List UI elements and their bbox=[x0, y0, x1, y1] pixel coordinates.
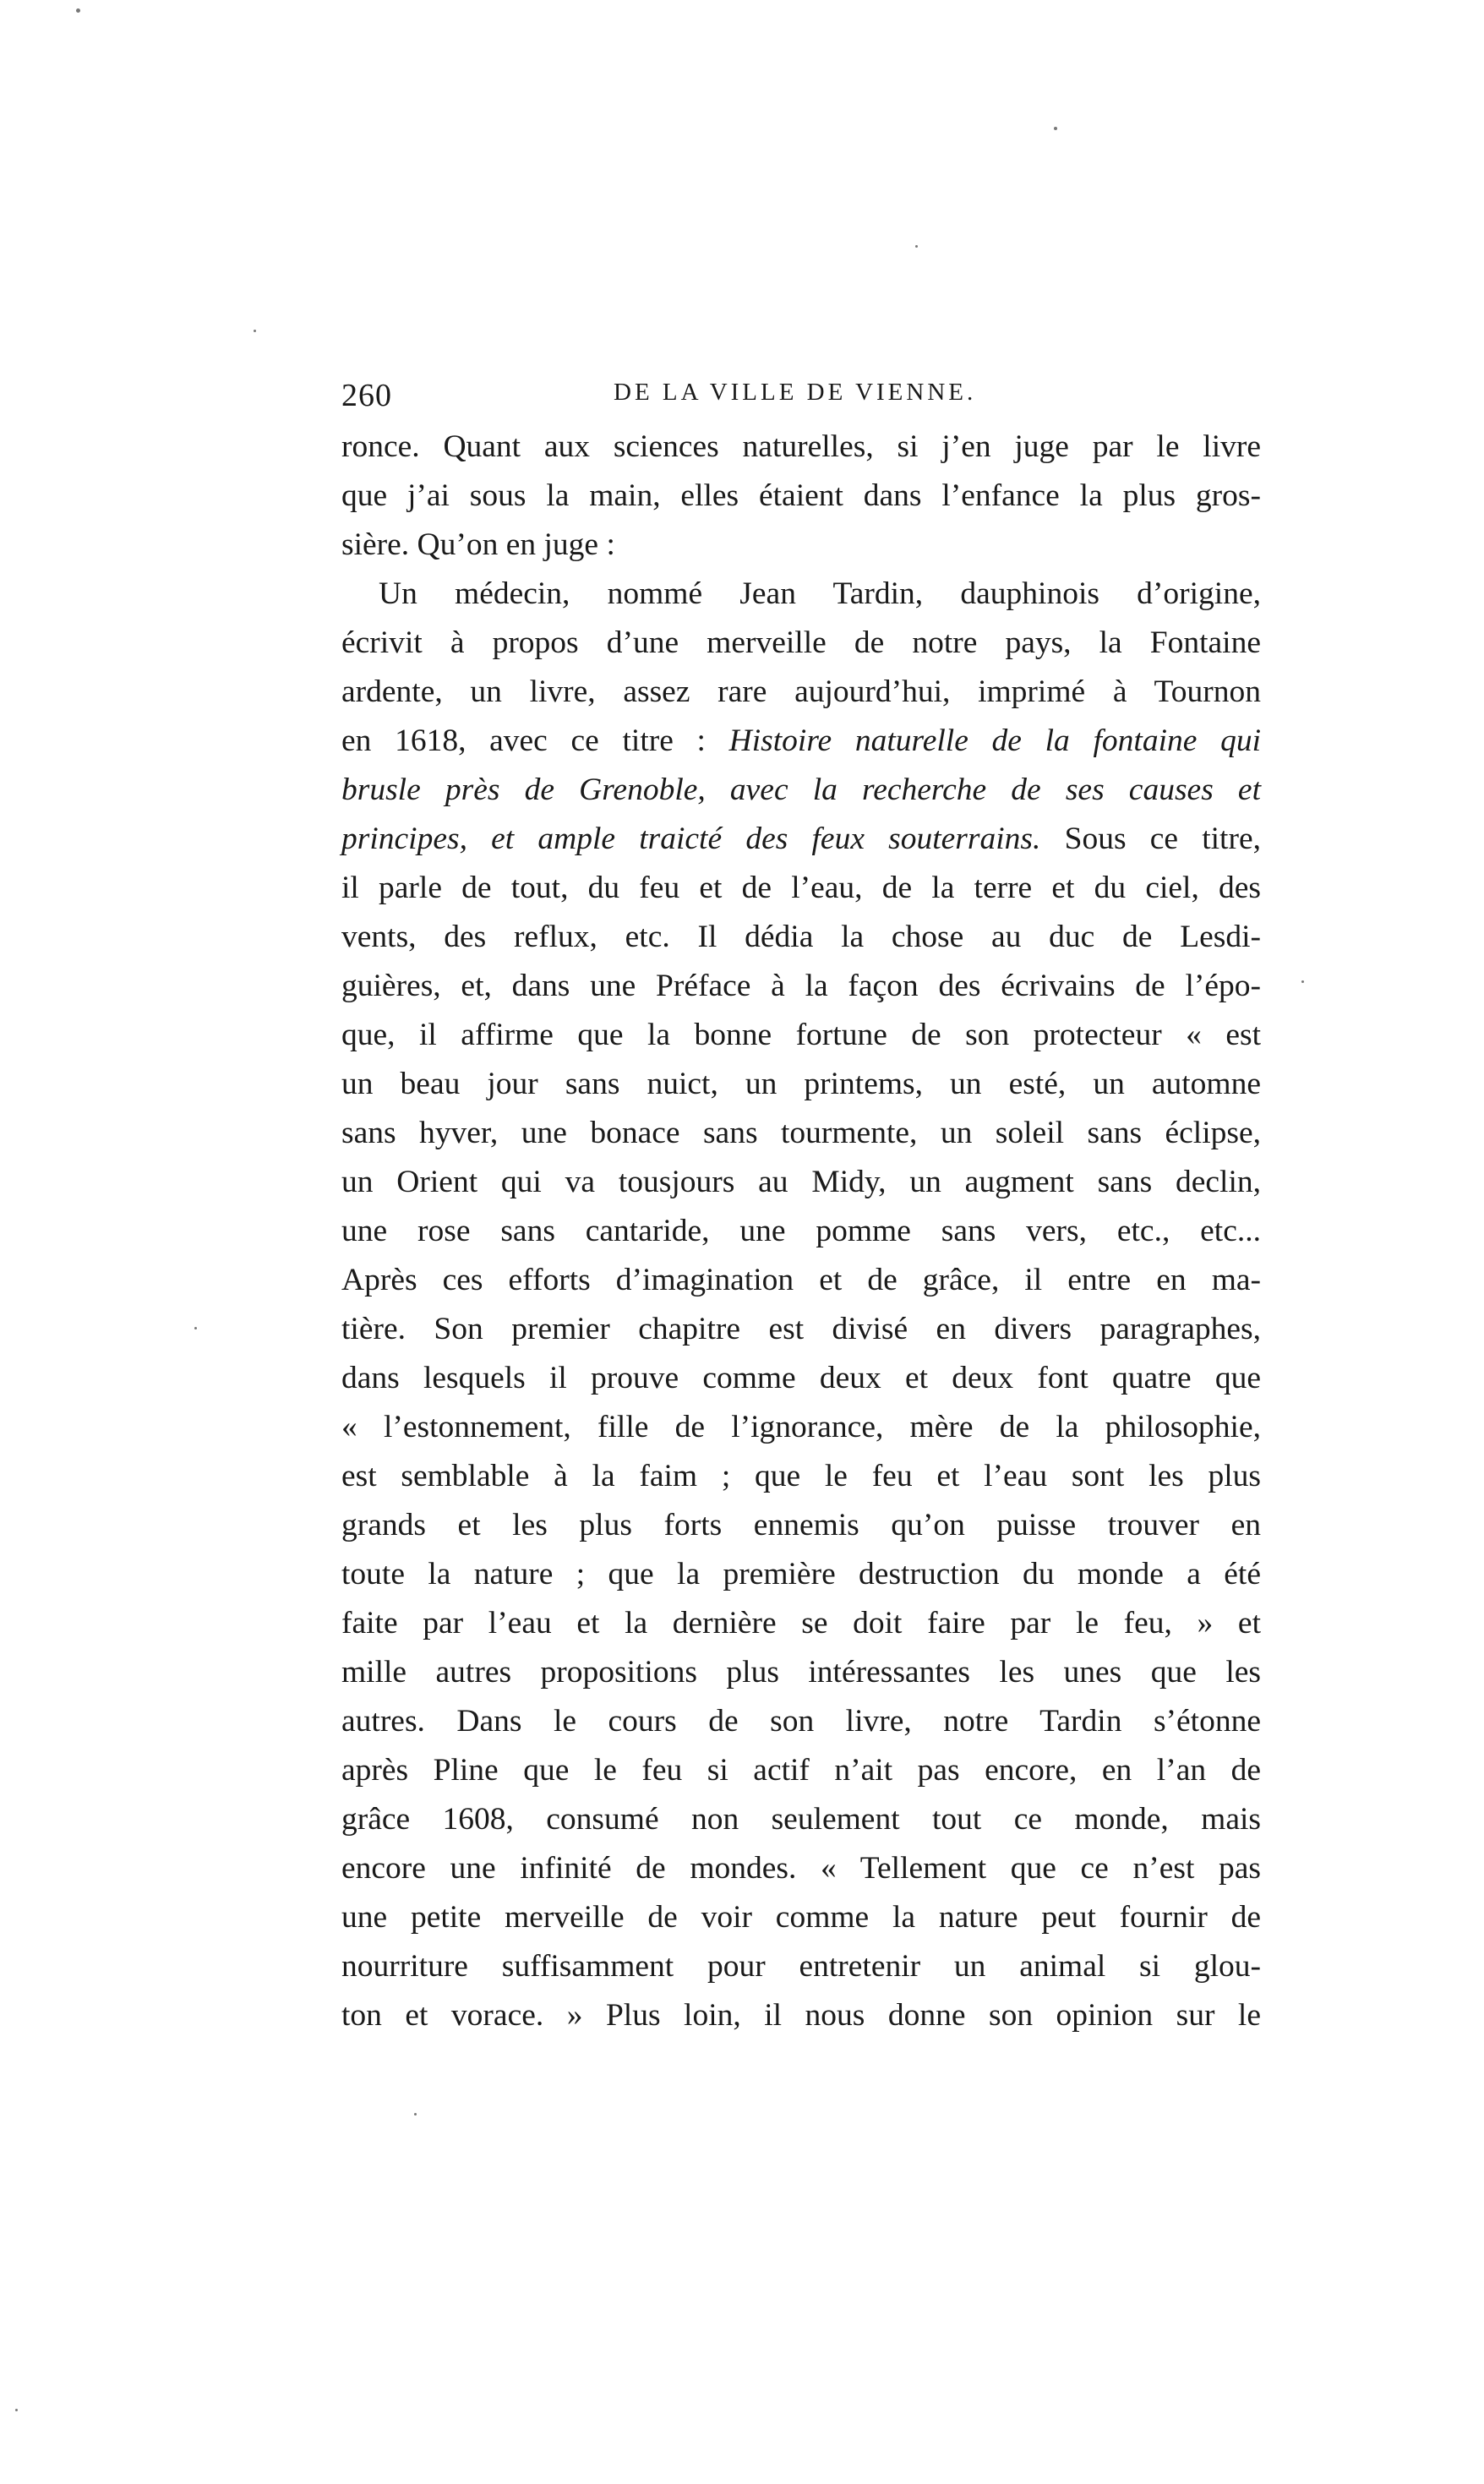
scan-speck bbox=[194, 1327, 197, 1329]
text-line: toute la nature ; que la première destruction du monde a été bbox=[341, 1557, 1261, 1591]
text-line: tière. Son premier chapitre est divisé en divers paragraphes, bbox=[341, 1312, 1261, 1346]
italic-title: Histoire naturelle de la fontaine qui bbox=[728, 723, 1261, 758]
scan-speck bbox=[1054, 127, 1057, 130]
body-text bbox=[341, 423, 1261, 2040]
text-line: guières, et, dans une Préface à la façon des écrivains de l’épo- bbox=[341, 969, 1261, 1003]
text-line: dans lesquels il prouve comme deux et deux font quatre que bbox=[341, 1361, 1261, 1395]
text-line bbox=[341, 815, 1261, 864]
text-run: en 1618, avec ce titre : bbox=[341, 723, 729, 758]
text-run: Sous ce titre, bbox=[1040, 822, 1261, 856]
text-line: mille autres propositions plus intéressantes les unes que les bbox=[341, 1655, 1261, 1690]
scan-speck bbox=[254, 330, 256, 332]
text-line: après Pline que le feu si actif n’ait pas encore, en l’an de bbox=[341, 1753, 1261, 1788]
page-number: 260 bbox=[341, 378, 392, 413]
text-line: vents, des reflux, etc. Il dédia la chose au duc de Lesdi- bbox=[341, 920, 1261, 954]
scan-speck bbox=[1301, 980, 1304, 983]
scan-speck bbox=[414, 2113, 417, 2115]
text-line: un Orient qui va tousjours au Midy, un augment sans declin, bbox=[341, 1165, 1261, 1199]
text-line bbox=[341, 717, 1261, 766]
text-line: ardente, un livre, assez rare aujourd’hui, imprimé à Tournon bbox=[341, 674, 1261, 709]
running-head bbox=[341, 372, 1263, 423]
text-line: autres. Dans le cours de son livre, notre Tardin s’étonne bbox=[341, 1704, 1261, 1739]
text-line: une rose sans cantaride, une pomme sans vers, etc., etc... bbox=[341, 1214, 1261, 1248]
italic-title: principes, et ample traicté des feux souterrains. bbox=[341, 822, 1041, 856]
text-line: Un médecin, nommé Jean Tardin, dauphinois d’origine, bbox=[379, 576, 1261, 611]
text-line: écrivit à propos d’une merveille de notre pays, la Fontaine bbox=[341, 625, 1261, 660]
text-line: est semblable à la faim ; que le feu et l’eau sont les plus bbox=[341, 1459, 1261, 1493]
text-line: que j’ai sous la main, elles étaient dans l’enfance la plus gros- bbox=[341, 478, 1261, 513]
italic-title: brusle près de Grenoble, avec la recherche de ses causes et bbox=[341, 772, 1261, 807]
text-line bbox=[341, 766, 1261, 815]
text-line: nourriture suffisamment pour entretenir un animal si glou- bbox=[341, 1949, 1261, 1984]
text-line: une petite merveille de voir comme la nature peut fournir de bbox=[341, 1900, 1261, 1935]
running-head-title: DE LA VILLE DE VIENNE. bbox=[614, 379, 977, 406]
text-line: sière. Qu’on en juge : bbox=[341, 527, 615, 562]
text-line: « l’estonnement, fille de l’ignorance, mère de la philosophie, bbox=[341, 1410, 1261, 1444]
text-line: Après ces efforts d’imagination et de grâce, il entre en ma- bbox=[341, 1263, 1261, 1297]
scan-speck bbox=[76, 8, 80, 13]
scan-speck bbox=[915, 245, 918, 248]
text-line: que, il affirme que la bonne fortune de son protecteur « est bbox=[341, 1018, 1261, 1052]
text-line: ronce. Quant aux sciences naturelles, si j’en juge par le livre bbox=[341, 429, 1261, 464]
text-line: faite par l’eau et la dernière se doit faire par le feu, » et bbox=[341, 1606, 1261, 1641]
text-line: grâce 1608, consumé non seulement tout ce monde, mais bbox=[341, 1802, 1261, 1837]
scan-speck bbox=[15, 2409, 18, 2411]
text-line: il parle de tout, du feu et de l’eau, de la terre et du ciel, des bbox=[341, 871, 1261, 905]
text-line: encore une infinité de mondes. « Tellement que ce n’est pas bbox=[341, 1851, 1261, 1886]
text-line: grands et les plus forts ennemis qu’on puisse trouver en bbox=[341, 1508, 1261, 1542]
text-line: ton et vorace. » Plus loin, il nous donne son opinion sur le bbox=[341, 1998, 1261, 2033]
text-line: un beau jour sans nuict, un printems, un esté, un automne bbox=[341, 1067, 1261, 1101]
text-line: sans hyver, une bonace sans tourmente, un soleil sans éclipse, bbox=[341, 1116, 1261, 1150]
